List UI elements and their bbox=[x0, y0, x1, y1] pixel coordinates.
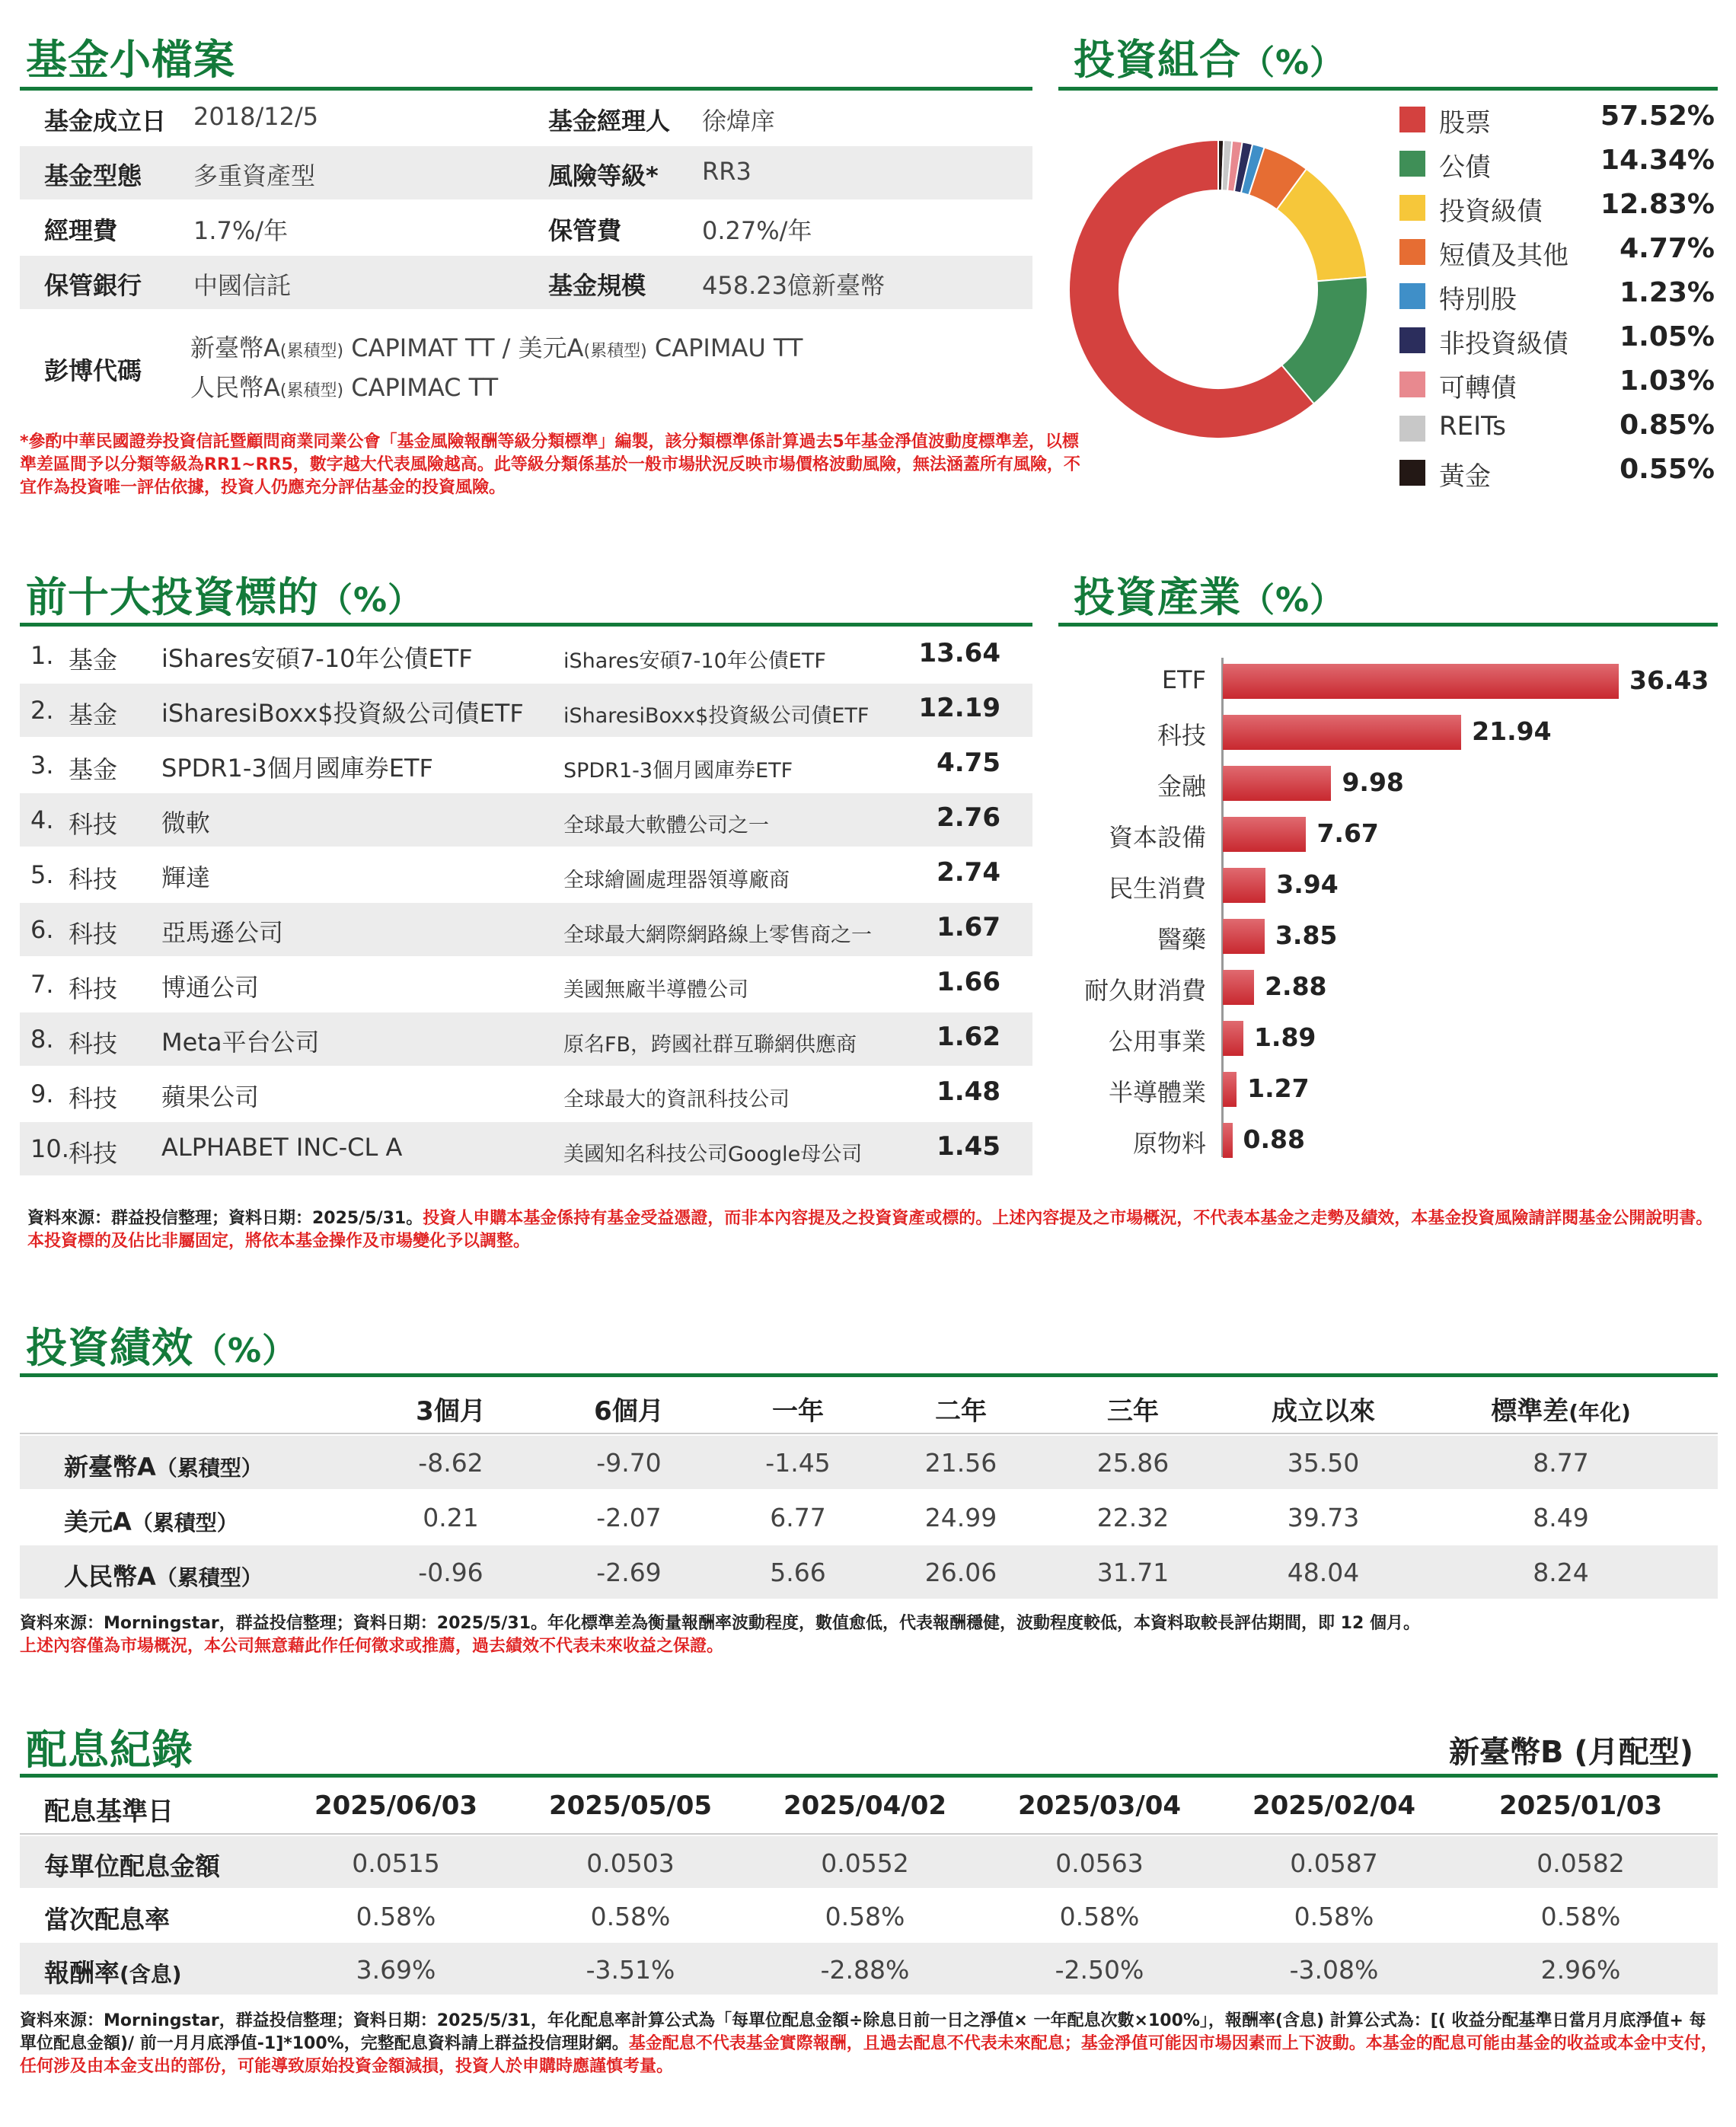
industry-bar bbox=[1223, 970, 1254, 1005]
fund-profile-value: 徐煒庠 bbox=[702, 107, 776, 136]
legend-value: 4.77% bbox=[1620, 233, 1715, 264]
dividend-value: 0.0503 bbox=[586, 1848, 675, 1878]
top10-name: 輝達 bbox=[161, 863, 211, 892]
risk-note: *參酌中華民國證券投資信託暨顧問商業同業公會「基金風險報酬等級分類標準」編製，該分類標準係計算過去5年基金淨值波動度標準差，以標準差區間予以分類等級為RR1~RR5，數字越大代表風險越高。此等級分類係基於一般市場狀況反映市場價格波動風險，無法涵蓋所有風險，不宜作為投資唯一評估依據，投資人仍應充分評估基金的投資風險。 bbox=[20, 432, 1080, 497]
fund-profile-value: 458.23億新臺幣 bbox=[702, 271, 885, 300]
top10-weight: 12.19 bbox=[918, 693, 1000, 723]
dividend-note-source: 資料來源：Morningstar，群益投信整理；資料日期：2025/5/31，年化配息率計算公式為「每單位配息金額÷除息日前一日之淨值× 一年配息次數×100%」，報酬率(含息) 計算公式為：[( 收益分配基準日當月月底淨值+ 每單位配息金額)/ 前一月月底淨值-1]*100%，完整配息資料請上群益投信理財網。 bbox=[20, 2011, 1706, 2053]
top10-category: 基金 bbox=[69, 700, 118, 729]
dividend-row-label-sub: (含息) bbox=[120, 1962, 182, 1987]
legend-swatch bbox=[1399, 239, 1425, 265]
dividend-date-header: 2025/03/04 bbox=[1017, 1791, 1182, 1821]
performance-header: 一年 bbox=[772, 1396, 824, 1427]
industry-bar bbox=[1223, 817, 1306, 852]
legend-swatch bbox=[1399, 372, 1425, 397]
performance-header-std bbox=[1439, 1390, 1683, 1427]
legend-label: REITs bbox=[1439, 411, 1506, 442]
bloomberg-line-2 bbox=[190, 368, 498, 403]
industry-value: 21.94 bbox=[1472, 716, 1552, 746]
fund-profile-value: 1.7%/年 bbox=[193, 216, 289, 245]
industry-label: 金融 bbox=[1157, 772, 1206, 801]
performance-header: 三年 bbox=[1107, 1396, 1159, 1427]
performance-value: -9.70 bbox=[596, 1448, 662, 1478]
industry-label: 半導體業 bbox=[1108, 1078, 1206, 1107]
top10-weight: 1.45 bbox=[937, 1131, 1000, 1162]
fund-profile-row bbox=[20, 146, 1032, 199]
bloomberg-cny-code: CAPIMAC TT bbox=[351, 373, 499, 402]
dividend-value: 0.0582 bbox=[1537, 1848, 1625, 1878]
legend-swatch bbox=[1399, 416, 1425, 442]
industry-label: 醫藥 bbox=[1157, 925, 1206, 954]
top10-name: Meta平台公司 bbox=[161, 1028, 320, 1057]
performance-class-name: 人民幣A bbox=[64, 1562, 156, 1591]
industry-value: 36.43 bbox=[1629, 665, 1709, 695]
fund-profile-value: 2018/12/5 bbox=[193, 102, 319, 131]
top10-description: 全球最大網際網路線上零售商之一 bbox=[563, 923, 872, 947]
legend-label: 特別股 bbox=[1439, 285, 1517, 315]
industry-label: 資本設備 bbox=[1108, 823, 1206, 852]
top10-description: 原名FB，跨國社群互聯網供應商 bbox=[563, 1033, 857, 1057]
bloomberg-cny-label: 人民幣A bbox=[190, 373, 280, 402]
performance-value: 35.50 bbox=[1287, 1448, 1360, 1478]
top10-name: SPDR1-3個月國庫券ETF bbox=[161, 754, 433, 783]
top10-category: 科技 bbox=[69, 920, 118, 949]
performance-value: -2.69 bbox=[596, 1558, 662, 1587]
portfolio-rule bbox=[1058, 87, 1718, 91]
legend-label: 短債及其他 bbox=[1439, 241, 1568, 271]
dividend-row-label bbox=[44, 1953, 182, 1989]
holdings-note-warning: 投資人申購本基金係持有基金受益憑證，而非本內容提及之投資資產或標的。上述內容提及之市場概況，不代表本基金之走勢及績效，本基金投資風險請詳閱基金公開說明書。本投資標的及佔比非屬固定，將依本基金操作及市場變化予以調整。 bbox=[27, 1209, 1713, 1251]
top10-name: 微軟 bbox=[161, 808, 211, 837]
fund-profile-label: 基金成立日 bbox=[44, 107, 167, 136]
top10-description: 全球最大軟體公司之一 bbox=[563, 814, 769, 837]
industry-rule bbox=[1058, 623, 1718, 627]
top10-weight: 1.67 bbox=[937, 912, 1000, 942]
bloomberg-twd-label: 新臺幣A bbox=[190, 333, 280, 362]
top10-rank: 6. bbox=[30, 915, 54, 944]
industry-bar bbox=[1223, 664, 1619, 699]
legend-value: 57.52% bbox=[1600, 100, 1715, 132]
bloomberg-twd-type: (累積型) bbox=[279, 342, 344, 361]
performance-fund-class bbox=[64, 1503, 238, 1538]
top10-category: 科技 bbox=[69, 1084, 118, 1113]
performance-class-type: （累積型） bbox=[155, 1565, 263, 1590]
top10-weight: 2.74 bbox=[937, 857, 1000, 888]
dividend-value: 0.58% bbox=[356, 1902, 436, 1931]
top10-name: iShares安碩7-10年公債ETF bbox=[161, 644, 473, 673]
dividend-value: -2.88% bbox=[820, 1955, 910, 1985]
bloomberg-usd-code: CAPIMAU TT bbox=[654, 333, 803, 362]
fund-profile-row bbox=[20, 91, 1032, 145]
holdings-note bbox=[27, 1207, 1715, 1253]
dividend-value: -2.50% bbox=[1055, 1955, 1144, 1985]
industry-bar bbox=[1223, 868, 1265, 903]
fund-profile-label: 保管銀行 bbox=[44, 271, 142, 300]
bloomberg-usd-type: (累積型) bbox=[583, 342, 647, 361]
dividend-rule bbox=[20, 1774, 1718, 1778]
industry-value: 7.67 bbox=[1316, 818, 1379, 848]
top10-weight: 13.64 bbox=[918, 638, 1000, 668]
dividend-header-label: 配息基準日 bbox=[44, 1797, 174, 1827]
top10-description: SPDR1-3個月國庫券ETF bbox=[563, 759, 793, 783]
top10-rank: 9. bbox=[30, 1079, 54, 1108]
dividend-date-header: 2025/02/04 bbox=[1252, 1791, 1416, 1821]
dividend-value: 0.0552 bbox=[821, 1848, 909, 1878]
performance-value: 8.49 bbox=[1533, 1503, 1589, 1532]
top10-category: 基金 bbox=[69, 755, 118, 784]
dividend-date-header: 2025/06/03 bbox=[314, 1791, 478, 1821]
top10-rule bbox=[20, 623, 1032, 627]
portfolio-donut-chart bbox=[1066, 137, 1371, 442]
top10-weight: 1.62 bbox=[937, 1022, 1000, 1052]
dividend-value: 0.0515 bbox=[352, 1848, 440, 1878]
fund-profile-title: 基金小檔案 bbox=[26, 36, 235, 84]
performance-class-name: 新臺幣A bbox=[64, 1453, 156, 1481]
legend-label: 黃金 bbox=[1439, 461, 1491, 492]
legend-label: 投資級債 bbox=[1439, 196, 1543, 227]
dividend-row-label bbox=[44, 1847, 220, 1883]
dividend-value: 2.96% bbox=[1540, 1955, 1621, 1985]
performance-class-name: 美元A bbox=[64, 1507, 132, 1536]
top10-name: 博通公司 bbox=[161, 973, 260, 1002]
industry-value: 0.88 bbox=[1243, 1124, 1305, 1154]
dividend-value: -3.08% bbox=[1289, 1955, 1379, 1985]
top10-rank: 4. bbox=[30, 805, 54, 834]
dividend-value: 0.0587 bbox=[1290, 1848, 1378, 1878]
fund-profile-value: 0.27%/年 bbox=[702, 216, 812, 245]
fund-profile-value: RR3 bbox=[702, 157, 752, 186]
top10-description: iSharesiBoxx$投資級公司債ETF bbox=[563, 704, 870, 728]
legend-label: 非投資級債 bbox=[1439, 329, 1568, 359]
performance-value: 6.77 bbox=[770, 1503, 826, 1532]
performance-header: 二年 bbox=[935, 1396, 987, 1427]
dividend-row-label-main: 每單位配息金額 bbox=[44, 1851, 220, 1881]
industry-label: ETF bbox=[1161, 665, 1206, 694]
industry-bar bbox=[1223, 766, 1331, 801]
performance-class-type: （累積型） bbox=[131, 1510, 238, 1535]
performance-note-source: 資料來源：Morningstar，群益投信整理；資料日期：2025/5/31。年化標準差為衡量報酬率波動程度，數值愈低，代表報酬穩健，波動程度較低，本資料取較長評估期間，即 12 個月。 bbox=[20, 1614, 1420, 1633]
fund-profile-rule bbox=[20, 87, 1032, 91]
legend-label: 公債 bbox=[1439, 152, 1491, 183]
bloomberg-cny-type: (累積型) bbox=[279, 381, 344, 400]
top10-rank: 8. bbox=[30, 1025, 54, 1054]
dividend-value: 0.58% bbox=[590, 1902, 671, 1931]
top10-weight: 4.75 bbox=[937, 748, 1000, 778]
industry-bar bbox=[1223, 1021, 1243, 1056]
performance-value: 22.32 bbox=[1096, 1503, 1170, 1532]
bloomberg-label: 彭博代碼 bbox=[44, 356, 142, 385]
dividend-note-warning: 基金配息不代表基金實際報酬，且過去配息不代表未來配息；基金淨值可能因市場因素而上下波動。本基金的配息可能由基金的收益或本金中支付，任何涉及由本金支出的部份，可能導致原始投資金額減損，投資人於申購時應謹慎考量。 bbox=[20, 2034, 1718, 2076]
performance-value: 26.06 bbox=[924, 1558, 997, 1587]
dividend-date-header: 2025/05/05 bbox=[548, 1791, 713, 1821]
dividend-date-header: 2025/01/03 bbox=[1498, 1791, 1663, 1821]
top10-category: 科技 bbox=[69, 810, 118, 839]
top10-description: iShares安碩7-10年公債ETF bbox=[563, 649, 826, 673]
bloomberg-line-1 bbox=[190, 329, 803, 364]
industry-value: 3.94 bbox=[1276, 869, 1339, 899]
dividend-value: 0.58% bbox=[1059, 1902, 1140, 1931]
performance-note bbox=[20, 1612, 1718, 1658]
bloomberg-twd-code: CAPIMAT TT / 美元A bbox=[351, 333, 584, 362]
performance-value: 8.77 bbox=[1533, 1448, 1589, 1478]
dividend-value: -3.51% bbox=[586, 1955, 675, 1985]
industry-value: 1.27 bbox=[1247, 1073, 1310, 1103]
performance-header: 成立以來 bbox=[1272, 1396, 1375, 1427]
top10-title: 前十大投資標的（%） bbox=[26, 573, 423, 621]
performance-value: -1.45 bbox=[765, 1448, 831, 1478]
dividend-header-divider bbox=[20, 1833, 1718, 1835]
performance-value: 21.56 bbox=[924, 1448, 997, 1478]
legend-swatch bbox=[1399, 195, 1425, 221]
legend-label: 可轉債 bbox=[1439, 373, 1517, 403]
performance-value: 0.21 bbox=[423, 1503, 479, 1532]
fund-profile-label: 基金規模 bbox=[548, 271, 646, 300]
dividend-note bbox=[20, 2010, 1718, 2078]
industry-bar bbox=[1223, 1072, 1237, 1107]
performance-value: 25.86 bbox=[1096, 1448, 1170, 1478]
fund-profile-label: 基金型態 bbox=[44, 161, 142, 190]
legend-swatch bbox=[1399, 327, 1425, 353]
top10-weight: 1.66 bbox=[937, 967, 1000, 997]
dividend-class-label: 新臺幣B (月配型) bbox=[1449, 1735, 1693, 1770]
performance-title: 投資績效（%） bbox=[26, 1324, 297, 1372]
top10-name: 亞馬遜公司 bbox=[161, 918, 284, 947]
fund-profile-label: 保管費 bbox=[548, 216, 622, 245]
top10-name: ALPHABET INC-CL A bbox=[161, 1133, 403, 1162]
dividend-row-label bbox=[44, 1900, 170, 1936]
legend-swatch bbox=[1399, 107, 1425, 132]
dividend-title: 配息紀錄 bbox=[26, 1726, 193, 1774]
industry-label: 耐久財消費 bbox=[1083, 976, 1206, 1005]
performance-value: 24.99 bbox=[924, 1503, 997, 1532]
industry-title: 投資產業（%） bbox=[1074, 573, 1345, 621]
dividend-row-label-main: 當次配息率 bbox=[44, 1905, 170, 1934]
performance-header: 6個月 bbox=[594, 1396, 664, 1427]
legend-value: 0.85% bbox=[1620, 410, 1715, 441]
dividend-row-label-main: 報酬率 bbox=[44, 1958, 120, 1988]
industry-value: 1.89 bbox=[1253, 1022, 1316, 1052]
top10-category: 科技 bbox=[69, 1139, 118, 1168]
fund-profile-value: 多重資產型 bbox=[193, 161, 316, 190]
industry-label: 民生消費 bbox=[1108, 874, 1206, 903]
performance-value: 48.04 bbox=[1287, 1558, 1360, 1587]
top10-weight: 1.48 bbox=[937, 1076, 1000, 1107]
top10-name: iSharesiBoxx$投資級公司債ETF bbox=[161, 699, 524, 728]
top10-category: 科技 bbox=[69, 865, 118, 894]
legend-value: 1.23% bbox=[1620, 277, 1715, 308]
legend-value: 12.83% bbox=[1600, 189, 1715, 220]
industry-value: 3.85 bbox=[1275, 920, 1338, 950]
industry-bar bbox=[1223, 715, 1461, 750]
dividend-value: 0.58% bbox=[1540, 1902, 1621, 1931]
fund-profile-label: 風險等級* bbox=[548, 161, 659, 190]
performance-value: -0.96 bbox=[418, 1558, 483, 1587]
industry-bar bbox=[1223, 919, 1265, 954]
top10-description: 全球最大的資訊科技公司 bbox=[563, 1088, 790, 1111]
legend-swatch bbox=[1399, 460, 1425, 486]
holdings-note-source: 資料來源：群益投信整理；資料日期：2025/5/31。 bbox=[27, 1209, 423, 1228]
top10-rank: 1. bbox=[30, 641, 54, 670]
performance-rule bbox=[20, 1373, 1718, 1377]
portfolio-title: 投資組合（%） bbox=[1074, 36, 1345, 84]
dividend-date-header: 2025/04/02 bbox=[783, 1791, 947, 1821]
industry-label: 原物料 bbox=[1132, 1129, 1206, 1158]
top10-weight: 2.76 bbox=[937, 802, 1000, 833]
performance-fund-class bbox=[64, 1448, 263, 1483]
industry-label: 公用事業 bbox=[1108, 1027, 1206, 1056]
performance-header-std-label: 標準差 bbox=[1491, 1396, 1569, 1427]
fund-profile-row bbox=[20, 201, 1032, 254]
performance-value: 8.24 bbox=[1533, 1558, 1589, 1587]
dividend-value: 0.0563 bbox=[1055, 1848, 1144, 1878]
performance-header-std-sub: (年化) bbox=[1568, 1400, 1631, 1425]
fund-profile-label: 基金經理人 bbox=[548, 107, 671, 136]
industry-label: 科技 bbox=[1157, 721, 1206, 750]
fund-profile-label: 經理費 bbox=[44, 216, 118, 245]
performance-header: 3個月 bbox=[416, 1396, 486, 1427]
top10-rank: 3. bbox=[30, 751, 54, 780]
legend-swatch bbox=[1399, 283, 1425, 309]
legend-value: 1.03% bbox=[1620, 365, 1715, 397]
performance-header-divider bbox=[20, 1433, 1718, 1434]
top10-name: 蘋果公司 bbox=[161, 1083, 260, 1111]
top10-category: 科技 bbox=[69, 1029, 118, 1058]
fund-profile-value: 中國信託 bbox=[193, 271, 292, 300]
legend-value: 0.55% bbox=[1620, 454, 1715, 485]
performance-value: -8.62 bbox=[418, 1448, 483, 1478]
industry-bar bbox=[1223, 1123, 1233, 1158]
performance-value: 39.73 bbox=[1287, 1503, 1360, 1532]
performance-fund-class bbox=[64, 1558, 263, 1593]
top10-rank: 10. bbox=[30, 1134, 69, 1163]
top10-category: 基金 bbox=[69, 646, 118, 674]
top10-category: 科技 bbox=[69, 974, 118, 1003]
top10-description: 美國無廠半導體公司 bbox=[563, 978, 748, 1002]
dividend-value: 0.58% bbox=[825, 1902, 905, 1931]
top10-rank: 5. bbox=[30, 860, 54, 889]
dividend-value: 3.69% bbox=[356, 1955, 436, 1985]
performance-value: 5.66 bbox=[770, 1558, 826, 1587]
dividend-value: 0.58% bbox=[1294, 1902, 1374, 1931]
performance-value: -2.07 bbox=[596, 1503, 662, 1532]
performance-class-type: （累積型） bbox=[155, 1456, 263, 1481]
top10-rank: 7. bbox=[30, 970, 54, 999]
performance-value: 31.71 bbox=[1096, 1558, 1170, 1587]
legend-value: 14.34% bbox=[1600, 145, 1715, 176]
top10-description: 全球繪圖處理器領導廠商 bbox=[563, 869, 790, 892]
industry-value: 2.88 bbox=[1265, 971, 1327, 1001]
industry-value: 9.98 bbox=[1342, 767, 1404, 797]
top10-rank: 2. bbox=[30, 696, 54, 725]
legend-swatch bbox=[1399, 151, 1425, 177]
legend-label: 股票 bbox=[1439, 108, 1491, 139]
performance-note-warning: 上述內容僅為市場概況，本公司無意藉此作任何徵求或推薦，過去績效不代表未來收益之保證。 bbox=[20, 1637, 724, 1656]
top10-description: 美國知名科技公司Google母公司 bbox=[563, 1143, 863, 1166]
legend-value: 1.05% bbox=[1620, 321, 1715, 352]
